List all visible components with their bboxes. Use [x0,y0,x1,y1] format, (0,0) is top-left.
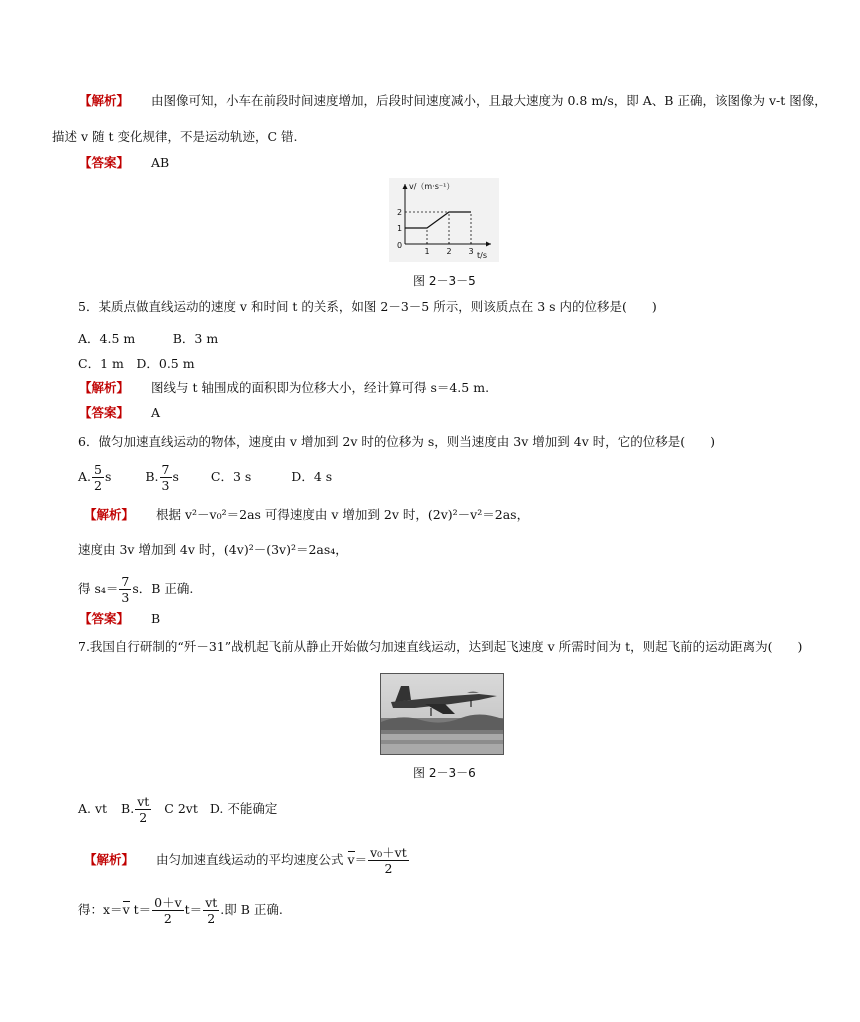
q7-analysis-fraction [368,845,409,876]
q6-analysis-fraction [119,574,131,605]
q6-analysis-3 [78,572,193,606]
origin-label: 0 [397,241,403,250]
fraction-denominator: 2 [384,861,393,876]
fraction-numerator: vt [137,794,150,809]
analysis-tag: 【解析】 [84,507,135,522]
q5-stem: 5．某质点做直线运动的速度 v 和时间 t 的关系，如图 2－3－5 所示，则该质点在 3 s 内的位移是( ) [78,299,657,314]
answer-value: AB [151,155,170,170]
q7-option-b-fraction [135,794,151,825]
fraction-denominator: 2 [139,810,148,825]
q7-analysis [84,842,410,878]
q7-result [78,892,283,928]
answer-tag: 【答案】 [79,611,130,626]
q6-analysis-text-1: 根据 v²－v₀²＝2as 可得速度由 v 增加到 2v 时，(2v)²－v²＝2as， [156,507,530,522]
q7-analysis-equals: ＝ [354,852,368,867]
q6-option-d: D．4 s [291,469,333,484]
answer-tag: 【答案】 [79,155,130,170]
y-axis-label: v/（m·s⁻¹） [409,182,455,191]
fraction-numerator: vt [205,895,218,910]
q7-stem: 7.我国自行研制的“歼－31”战机起飞前从静止开始做匀加速直线运动，达到起飞速度 v 所需时间为 t，则起飞前的运动距离为( ) [78,639,803,654]
analysis-tag: 【解析】 [79,380,130,395]
fraction-denominator: 2 [94,478,102,493]
mean-velocity-symbol: v [347,852,355,867]
q6-analysis-1 [84,506,529,524]
q6-option-b-prefix: B. [145,469,159,484]
q7-options [78,792,277,826]
q7-option-c: C 2vt [164,801,198,816]
fraction-numerator: 7 [161,462,170,477]
fighter-jet-image [381,674,504,755]
q6-option-b-unit: s [172,469,179,484]
q6-answer [79,610,160,628]
x-tick-label: 3 [468,247,474,256]
velocity-time-svg [389,178,499,262]
analysis-line-2: 描述 v 随 t 变化规律，不是运动轨迹，C 错. [52,129,298,144]
answer-line-1 [79,154,169,172]
q5-analysis [79,379,489,397]
fraction-numerator: 5 [94,462,102,477]
q7-analysis-text: 由匀加速直线运动的平均速度公式 [156,852,344,867]
y-tick-label: 2 [397,208,403,217]
q6-option-a-prefix: A. [78,469,92,484]
figure-caption-2-3-5: 图 2－3－5 [413,274,476,288]
q6-option-a-fraction [92,462,104,493]
q7-option-b-prefix: B. [121,801,135,816]
q7-result-t2: t＝ [184,902,203,917]
fraction-numerator: v₀＋vt [370,845,407,860]
y-axis-arrow [403,184,408,189]
q6-answer-value: B [151,611,161,626]
fraction-denominator: 3 [161,478,170,493]
q6-option-b-fraction [160,462,172,493]
q5-analysis-text: 图线与 t 轴围成的面积即为位移大小，经计算可得 s＝4.5 m. [151,380,490,395]
x-axis-arrow [486,242,491,247]
velocity-time-graph [389,178,499,262]
q7-result-fraction-2 [203,895,219,926]
mean-velocity-symbol: v [122,902,130,917]
figure-caption-2-3-6: 图 2－3－6 [413,766,476,780]
q7-result-t: t＝ [133,902,152,917]
q6-analysis-2: 速度由 3v 增加到 4v 时，(4v)²－(3v)²＝2as₄， [78,542,348,557]
x-tick-label: 2 [446,247,452,256]
q5-options-ab: A．4.5 m B．3 m [78,331,219,346]
analysis-tag: 【解析】 [79,93,130,108]
q7-result-suffix: .即 B 正确. [220,902,283,917]
y-tick-label: 1 [397,224,403,233]
fraction-denominator: 3 [121,590,130,605]
analysis-tag: 【解析】 [84,852,135,867]
fraction-denominator: 2 [163,911,172,926]
q6-stem: 6．做匀加速直线运动的物体，速度由 v 增加到 2v 时的位移为 s，则当速度由 3v 增加到 4v 时，它的位移是( ) [78,434,715,449]
velocity-series-line [405,212,471,228]
fraction-numerator: 0＋v [154,895,182,910]
q5-answer-value: A [151,405,161,420]
x-axis-label: t/s [477,251,487,260]
q6-option-a-unit: s [104,469,112,484]
x-tick-label: 1 [424,247,430,256]
analysis-line-1 [79,92,827,110]
q6-analysis-3-prefix: 得 s₄＝ [78,581,119,596]
q5-options-cd: C．1 m D．0.5 m [78,356,195,371]
q7-option-d: D. 不能确定 [209,801,278,816]
q7-result-fraction-1 [152,895,184,926]
q7-option-a: A. vt [78,801,108,816]
q6-options [78,462,332,493]
q6-analysis-3-suffix: s．B 正确. [132,581,194,596]
fraction-denominator: 2 [207,911,216,926]
answer-tag: 【答案】 [79,405,130,420]
fighter-jet-photo [380,673,504,755]
q7-result-prefix: 得：x＝ [78,902,123,917]
q6-option-c: C．3 s [210,469,252,484]
fraction-numerator: 7 [121,574,130,589]
analysis-text: 由图像可知，小车在前段时间速度增加，后段时间速度减小，且最大速度为 0.8 m/s，即 A、B 正确，该图像为 v-t 图像， [151,93,827,108]
q5-answer [79,404,160,422]
